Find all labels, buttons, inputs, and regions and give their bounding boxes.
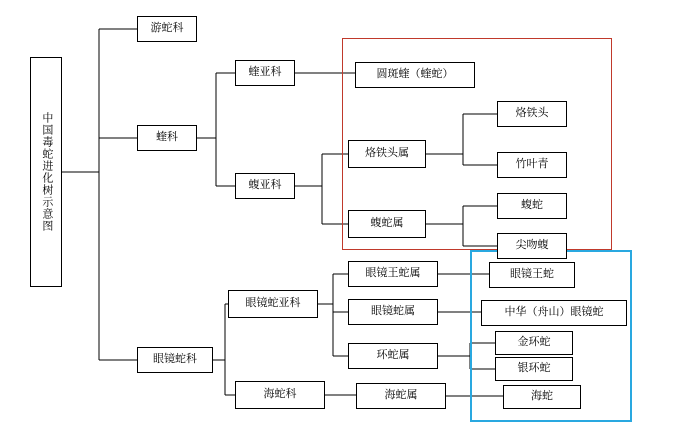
node-hydrophis-genus[interactable]: 海蛇属 bbox=[356, 383, 446, 409]
node-crotalinae[interactable]: 蝮亚科 bbox=[235, 173, 295, 199]
node-hydrophiidae[interactable]: 海蛇科 bbox=[235, 381, 325, 409]
node-viperidae[interactable]: 蝰科 bbox=[137, 125, 197, 151]
node-species-pit-viper[interactable]: 蝮蛇 bbox=[497, 193, 567, 219]
node-species-king-cobra[interactable]: 眼镜王蛇 bbox=[489, 262, 575, 288]
node-species-bamboo-viper[interactable]: 竹叶青 bbox=[497, 152, 567, 178]
node-daboia[interactable]: 圆斑蝰（蝰蛇） bbox=[355, 62, 475, 88]
node-elapidae[interactable]: 眼镜蛇科 bbox=[137, 347, 213, 373]
node-gloydius-genus[interactable]: 蝮蛇属 bbox=[348, 210, 426, 238]
node-colubridae[interactable]: 游蛇科 bbox=[137, 16, 197, 42]
node-ophiophagus-genus[interactable]: 眼镜王蛇属 bbox=[348, 261, 438, 287]
node-species-laotiehead[interactable]: 烙铁头 bbox=[497, 101, 567, 127]
node-species-sea-snake[interactable]: 海蛇 bbox=[503, 385, 581, 409]
node-naja-genus[interactable]: 眼镜蛇属 bbox=[348, 299, 438, 325]
node-species-sharp-nosed-viper[interactable]: 尖吻蝮 bbox=[497, 233, 567, 259]
node-species-many-banded-krait[interactable]: 银环蛇 bbox=[495, 357, 573, 381]
node-bungarus-genus[interactable]: 环蛇属 bbox=[348, 343, 438, 369]
node-species-banded-krait[interactable]: 金环蛇 bbox=[495, 331, 573, 355]
node-viperinae[interactable]: 蝰亚科 bbox=[235, 60, 295, 86]
node-root[interactable]: 中国毒蛇进化树示意图 bbox=[30, 57, 62, 287]
node-species-chinese-cobra[interactable]: 中华（舟山）眼镜蛇 bbox=[481, 300, 627, 326]
node-trimeresurus-genus[interactable]: 烙铁头属 bbox=[348, 140, 426, 168]
node-najinae[interactable]: 眼镜蛇亚科 bbox=[228, 290, 318, 318]
